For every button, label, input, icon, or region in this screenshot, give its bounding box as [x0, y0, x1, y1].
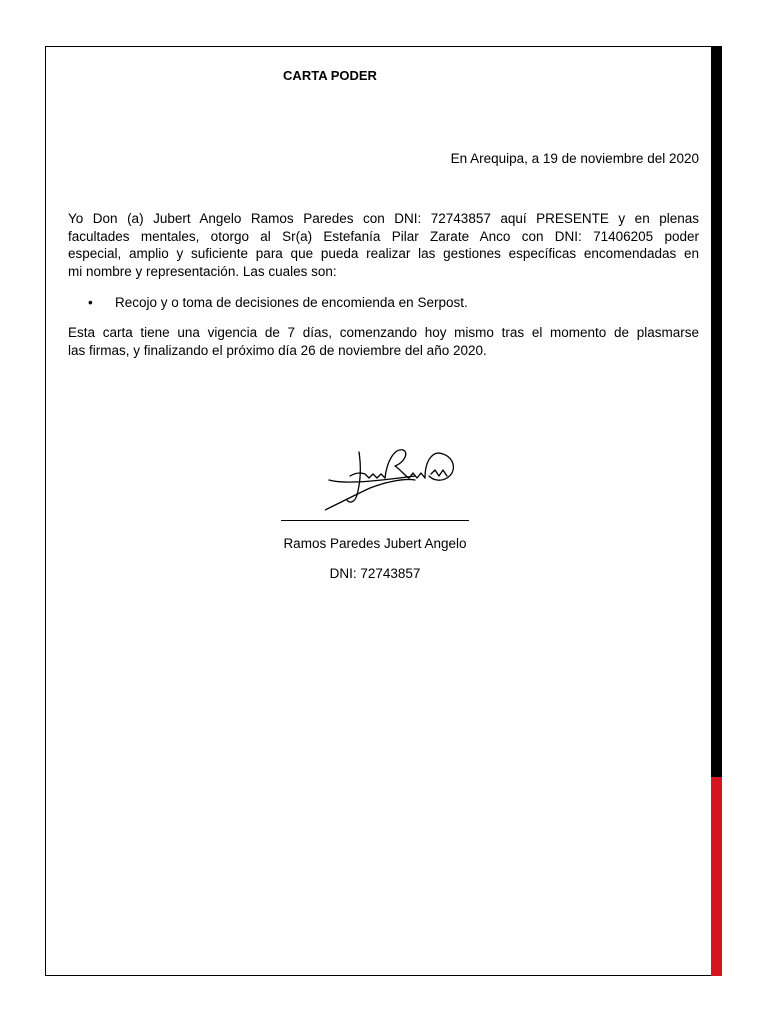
side-bar-black	[711, 46, 722, 777]
paragraph-1	[68, 210, 699, 280]
side-bar-red	[711, 777, 722, 976]
signer-name: Ramos Paredes Jubert Angelo	[283, 536, 467, 551]
paragraph-1-line: Yo Don (a) Jubert Angelo Ramos Paredes con DNI: 72743857 aquí PRESENTE y en plenas	[68, 211, 699, 226]
paragraph-2	[68, 324, 699, 359]
paragraph-1-line: facultades mentales, otorgo al Sr(a) Estefanía Pilar Zarate Anco con DNI: 71406205 poder	[68, 228, 699, 244]
paragraph-1-line: mi nombre y representación. Las cuales son:	[68, 263, 337, 279]
bullet-icon: •	[88, 295, 93, 310]
handwritten-signature	[325, 440, 475, 530]
date-line: En Arequipa, a 19 de noviembre del 2020	[450, 151, 699, 166]
paragraph-2-line: las firmas, y finalizando el próximo día 26 de noviembre del año 2020.	[68, 342, 487, 358]
paragraph-1-line: especial, amplio y suficiente para que pueda realizar las gestiones específicas encomendadas en	[68, 246, 699, 261]
signature-line	[281, 520, 469, 521]
document-title: CARTA PODER	[283, 68, 377, 83]
bullet-item-text: Recojo y o toma de decisiones de encomienda en Serpost.	[115, 295, 468, 310]
paragraph-2-line: Esta carta tiene una vigencia de 7 días, comenzando hoy mismo tras el momento de plasmarse	[68, 325, 699, 340]
bullet-item	[88, 294, 468, 312]
signer-dni: DNI: 72743857	[329, 566, 421, 581]
